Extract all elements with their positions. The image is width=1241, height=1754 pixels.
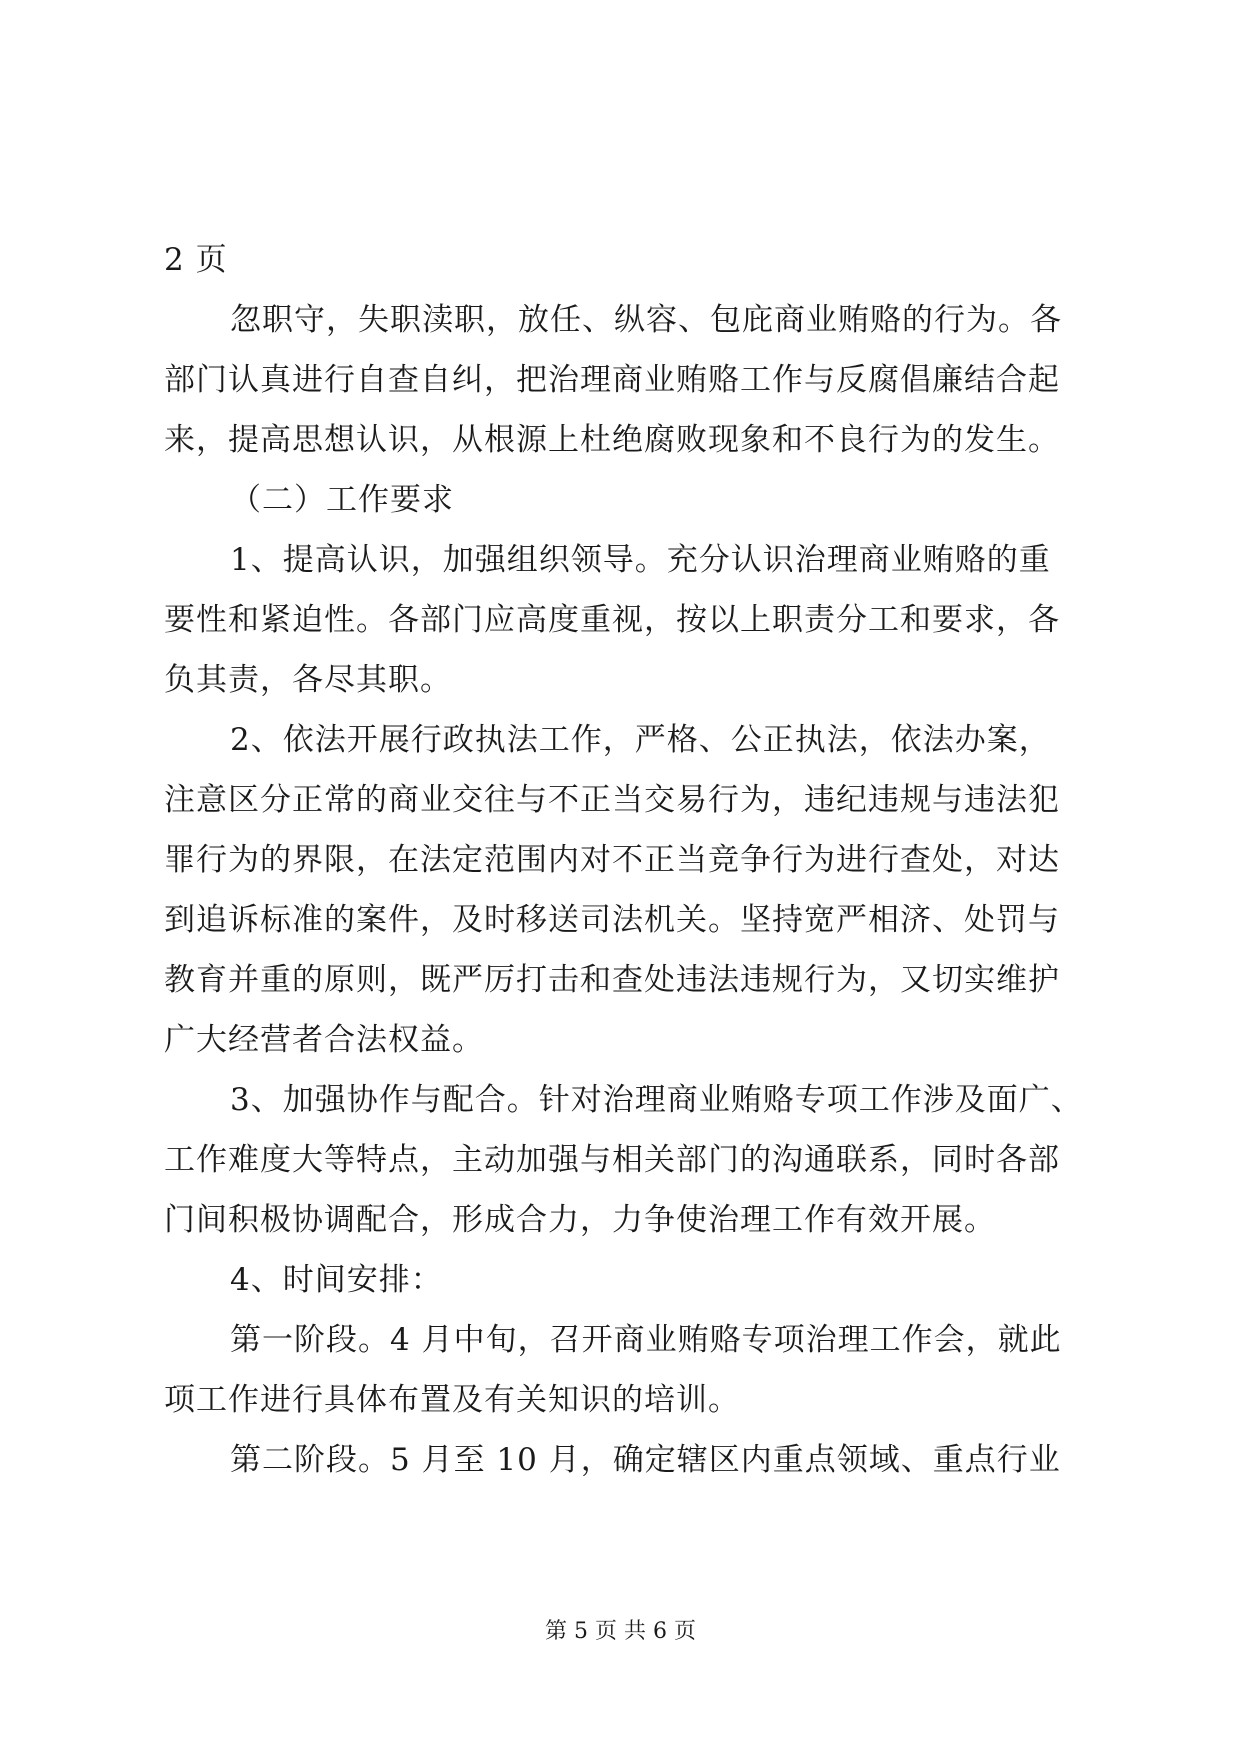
paragraph-line: 教育并重的原则，既严厉打击和查处违法违规行为，又切实维护 [164, 962, 1060, 998]
paragraph-line: 1、提高认识，加强组织领导。充分认识治理商业贿赂的重 [230, 542, 1051, 578]
paragraph-line: 罪行为的界限，在法定范围内对不正当竞争行为进行查处，对达 [164, 842, 1060, 878]
page-footer: 第 5 页 共 6 页 [545, 1619, 696, 1644]
item-1-paragraph [164, 530, 1094, 710]
stage-1-paragraph [164, 1310, 1094, 1430]
paragraph-line: 负其责，各尽其职。 [164, 662, 452, 698]
paragraph-line: 第二阶段。5 月至 10 月，确定辖区内重点领域、重点行业 [230, 1442, 1061, 1478]
paragraph-line: 工作难度大等特点，主动加强与相关部门的沟通联系，同时各部 [164, 1142, 1060, 1178]
item-3-paragraph [164, 1070, 1094, 1250]
section-heading: （二）工作要求 [230, 482, 454, 518]
paragraph-line: 忽职守，失职渎职，放任、纵容、包庇商业贿赂的行为。各 [230, 302, 1062, 338]
item-4-title: 4、时间安排： [230, 1262, 443, 1298]
paragraph-line: 项工作进行具体布置及有关知识的培训。 [164, 1382, 740, 1418]
paragraph-line: 2、依法开展行政执法工作，严格、公正执法，依法办案， [230, 722, 1051, 758]
paragraph-line: 要性和紧迫性。各部门应高度重视，按以上职责分工和要求，各 [164, 602, 1060, 638]
item-2-paragraph [164, 710, 1094, 1070]
paragraph-line: 3、加强协作与配合。针对治理商业贿赂专项工作涉及面广、 [230, 1082, 1083, 1118]
paragraph-line: 门间积极协调配合，形成合力，力争使治理工作有效开展。 [164, 1202, 996, 1238]
stage-2-paragraph [164, 1430, 1094, 1490]
paragraph-1 [164, 290, 1094, 470]
paragraph-line: 注意区分正常的商业交往与不正当交易行为，违纪违规与违法犯 [164, 782, 1060, 818]
document-body [164, 230, 1094, 1490]
paragraph-line: 广大经营者合法权益。 [164, 1022, 484, 1058]
page-continuation-label: 2 页 [164, 242, 228, 278]
paragraph-line: 到追诉标准的案件，及时移送司法机关。坚持宽严相济、处罚与 [164, 902, 1060, 938]
paragraph-line: 来，提高思想认识，从根源上杜绝腐败现象和不良行为的发生。 [164, 422, 1060, 458]
paragraph-line: 部门认真进行自查自纠，把治理商业贿赂工作与反腐倡廉结合起 [164, 362, 1060, 398]
paragraph-line: 第一阶段。4 月中旬，召开商业贿赂专项治理工作会，就此 [230, 1322, 1062, 1358]
